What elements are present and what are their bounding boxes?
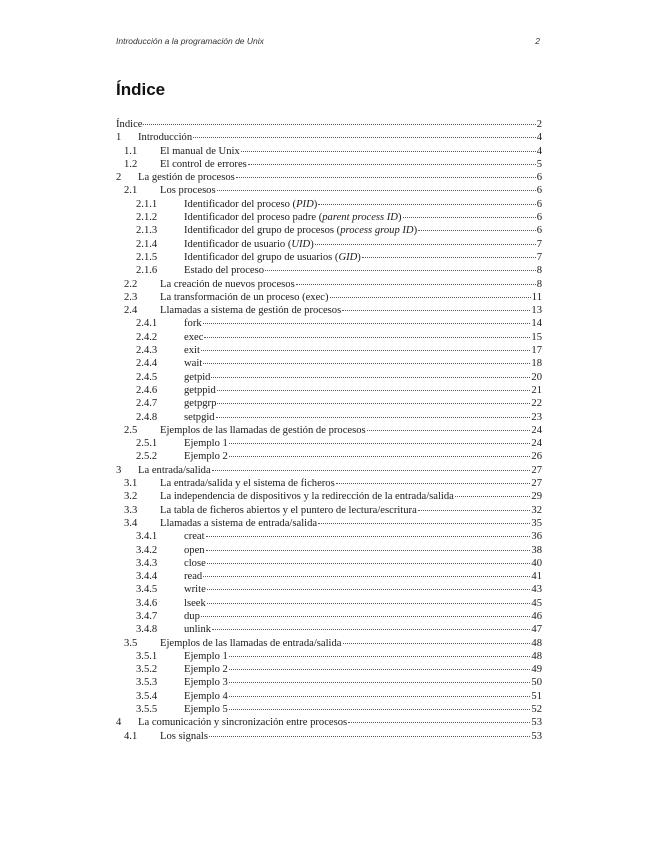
toc-leader-dots [203,363,530,364]
toc-entry-number: 2.3 [124,291,138,303]
toc-entry-page: 5 [536,158,542,170]
toc-entry-title: Ejemplo 1 [184,650,228,662]
toc-entry-number: 4.1 [124,730,138,742]
toc-entry[interactable] [116,331,542,344]
toc-entry-number: 2.4.5 [136,371,158,383]
toc-entry-title: Estado del proceso [184,265,265,277]
toc-entry-title: Los signals [160,730,208,742]
toc-entry-title: Ejemplo 5 [184,704,228,716]
toc-entry-title: setpgid [184,411,215,423]
toc-entry-number: 3.4.3 [136,557,158,569]
toc-entry-number: 3.4.7 [136,610,158,622]
toc-entry-title: Ejemplo 2 [184,451,228,463]
toc-entry-number: 3.4 [124,517,138,529]
toc-entry-page: 53 [531,730,542,742]
toc-entry-page: 6 [536,225,542,237]
toc-entry-number: 2.1.2 [136,212,158,224]
toc-leader-dots [207,589,531,590]
toc-entry-title: Identificador del proceso (PID) [184,198,318,210]
toc-entry-page: 11 [531,291,542,303]
toc-entry[interactable] [116,384,542,397]
toc-entry[interactable] [116,450,542,463]
toc-entry-title: close [184,557,206,569]
page-title: Índice [116,80,166,99]
toc-entry[interactable] [116,583,542,596]
toc-leader-dots [207,563,531,564]
toc-entry-number: 2.4.8 [136,411,158,423]
toc-leader-dots [229,709,531,710]
toc-leader-dots [209,736,530,737]
toc-entry-page: 29 [531,491,542,503]
toc-entry-title: Llamadas a sistema de entrada/salida [160,517,318,529]
toc-entry-page: 8 [536,265,542,277]
toc-entry-title: Ejemplo 1 [184,438,228,450]
toc-entry-page: 6 [536,185,542,197]
toc-entry-page: 21 [531,384,542,396]
toc-leader-dots [318,523,530,524]
toc-entry-page: 45 [531,597,542,609]
toc-entry-page: 48 [531,650,542,662]
toc-entry-number: 2.5.1 [136,438,158,450]
toc-entry-page: 17 [531,345,542,357]
toc-entry-title: getppid [184,384,216,396]
toc-entry-page: 20 [531,371,542,383]
toc-entry-page: 32 [531,504,542,516]
toc-leader-dots [418,230,536,231]
toc-entry-page: 7 [536,251,542,263]
toc-entry[interactable] [116,251,542,264]
toc-entry-title: getpid [184,371,211,383]
toc-leader-dots [216,417,531,418]
toc-entry[interactable] [116,371,542,384]
toc-entry-number: 2.5 [124,424,138,436]
toc-entry-number: 3.5.3 [136,677,158,689]
toc-entry[interactable] [116,530,542,543]
toc-leader-dots [418,510,531,511]
toc-leader-dots [348,722,530,723]
toc-entry-number: 2.4.1 [136,318,158,330]
toc-entry-number: 2.4 [124,305,138,317]
toc-leader-dots [229,682,531,683]
toc-entry-title: Llamadas a sistema de gestión de procesos [160,305,342,317]
toc-leader-dots [229,696,531,697]
toc-entry-page: 2 [536,119,542,130]
toc-leader-dots [204,337,530,338]
toc-entry[interactable] [116,291,542,304]
toc-entry-title: Ejemplo 3 [184,677,228,689]
toc-leader-dots [201,350,531,351]
toc-leader-dots [201,616,531,617]
toc-entry[interactable] [116,570,542,583]
toc-entry[interactable] [116,610,542,623]
toc-leader-dots [212,629,530,630]
toc-leader-dots [206,550,531,551]
toc-entry[interactable] [116,517,542,530]
toc-entry[interactable] [116,730,542,743]
toc-entry-number: 2.1.5 [136,251,158,263]
toc-entry-title: La gestión de procesos [138,172,235,184]
toc-entry-number: 3.4.6 [136,597,158,609]
toc-entry-page: 6 [536,172,542,184]
toc-entry-title: Identificador del proceso padre (parent process ID) [184,212,402,224]
toc-entry-page: 18 [531,358,542,370]
toc-entry-number: 4 [116,717,122,729]
toc-entry[interactable] [116,131,542,144]
toc-leader-dots [362,257,536,258]
toc-entry[interactable] [116,464,542,477]
toc-entry[interactable] [116,477,542,490]
toc-entry-page: 24 [531,438,542,450]
toc-entry-title: exit [184,345,200,357]
toc-leader-dots [315,244,536,245]
toc-entry-number: 1.1 [124,145,138,157]
toc-entry-page: 36 [531,531,542,543]
toc-entry-page: 48 [531,637,542,649]
toc-entry-title: write [184,584,206,596]
toc-entry-title: La tabla de ficheros abiertos y el puntero de lectura/escritura [160,504,417,516]
toc-entry-page: 35 [531,517,542,529]
toc-entry[interactable] [116,357,542,370]
toc-entry-number: 2.4.7 [136,398,158,410]
toc-entry-page: 26 [531,451,542,463]
toc-entry-page: 52 [531,704,542,716]
toc-leader-dots [217,390,531,391]
toc-entry-page: 22 [531,398,542,410]
toc-entry-title: Índice [116,119,143,130]
toc-entry-page: 7 [536,238,542,250]
toc-entry-page: 47 [531,624,542,636]
header-title: Introducción a la programación de Unix [116,36,264,46]
toc-leader-dots [203,576,530,577]
toc-entry-title: lseek [184,597,206,609]
toc-entry-page: 15 [531,331,542,343]
toc-entry-title: read [184,571,203,583]
toc-entry-title: Identificador del grupo de usuarios (GID) [184,251,361,263]
table-of-contents [116,118,542,743]
toc-entry[interactable] [116,623,542,636]
toc-entry-number: 2 [116,172,122,184]
toc-entry-page: 14 [531,318,542,330]
toc-entry-title: dup [184,610,200,622]
toc-leader-dots [241,151,536,152]
toc-leader-dots [217,403,530,404]
toc-entry-page: 50 [531,677,542,689]
toc-entry-title: La entrada/salida [138,464,211,476]
toc-entry-title: exec [184,331,204,343]
toc-entry-page: 24 [531,424,542,436]
toc-entry-number: 2.1.4 [136,238,158,250]
toc-entry[interactable] [116,264,542,277]
toc-entry[interactable] [116,344,542,357]
toc-leader-dots [455,496,531,497]
toc-leader-dots [248,164,536,165]
toc-entry-page: 38 [531,544,542,556]
toc-entry[interactable] [116,224,542,237]
toc-leader-dots [330,297,531,298]
toc-entry-number: 3.4.5 [136,584,158,596]
toc-entry-title: La comunicación y sincronización entre procesos [138,717,348,729]
toc-entry-number: 3.4.1 [136,531,158,543]
toc-leader-dots [296,284,536,285]
toc-entry[interactable] [116,397,542,410]
running-header [116,36,540,46]
toc-entry-title: La transformación de un proceso (exec) [160,291,329,303]
toc-entry-number: 2.4.4 [136,358,158,370]
toc-entry-title: La entrada/salida y el sistema de ficheros [160,478,335,490]
toc-entry[interactable] [116,198,542,211]
toc-leader-dots [318,204,535,205]
toc-entry[interactable] [116,544,542,557]
toc-entry-title: unlink [184,624,212,636]
toc-entry-title: La creación de nuevos procesos [160,278,295,290]
toc-entry-title: La independencia de dispositivos y la redirección de la entrada/salida [160,491,454,503]
toc-entry-title: El manual de Unix [160,145,240,157]
toc-entry-number: 2.5.2 [136,451,158,463]
toc-entry[interactable] [116,304,542,317]
toc-entry[interactable] [116,663,542,676]
toc-entry-page: 8 [536,278,542,290]
toc-entry-number: 3.5.4 [136,690,158,702]
toc-entry-number: 3.2 [124,491,138,503]
toc-entry[interactable] [116,118,542,131]
toc-entry[interactable] [116,676,542,689]
toc-leader-dots [143,124,535,125]
toc-entry-number: 1.2 [124,158,138,170]
toc-entry[interactable] [116,637,542,650]
toc-entry-number: 2.4.6 [136,384,158,396]
toc-entry-number: 3.1 [124,478,138,490]
toc-entry-number: 3.4.4 [136,571,158,583]
toc-entry-page: 6 [536,212,542,224]
toc-entry-page: 27 [531,478,542,490]
toc-entry-number: 2.4.2 [136,331,158,343]
toc-entry-title: creat [184,531,205,543]
toc-leader-dots [229,656,531,657]
toc-leader-dots [403,217,536,218]
toc-entry-page: 27 [531,464,542,476]
toc-entry[interactable] [116,597,542,610]
toc-entry-number: 1 [116,132,122,144]
toc-leader-dots [336,483,531,484]
toc-entry-number: 3.4.8 [136,624,158,636]
toc-entry[interactable] [116,238,542,251]
toc-entry-number: 2.1.3 [136,225,158,237]
toc-entry[interactable] [116,317,542,330]
toc-entry-number: 3.4.2 [136,544,158,556]
toc-entry-number: 3.5.5 [136,704,158,716]
toc-leader-dots [203,323,531,324]
toc-entry[interactable] [116,650,542,663]
toc-entry-page: 51 [531,690,542,702]
toc-entry-title: Identificador del grupo de procesos (process group ID) [184,225,418,237]
toc-entry-title: Los procesos [160,185,216,197]
toc-entry-page: 23 [531,411,542,423]
toc-entry-page: 41 [531,571,542,583]
toc-entry[interactable] [116,490,542,503]
toc-entry-page: 13 [531,305,542,317]
toc-entry-title: Ejemplos de las llamadas de entrada/salida [160,637,342,649]
toc-leader-dots [211,377,530,378]
toc-leader-dots [342,310,530,311]
toc-entry-page: 46 [531,610,542,622]
toc-entry[interactable] [116,184,542,197]
toc-entry[interactable] [116,690,542,703]
toc-entry-number: 3.3 [124,504,138,516]
toc-entry-number: 3.5.2 [136,664,158,676]
toc-leader-dots [212,470,531,471]
toc-leader-dots [343,643,531,644]
toc-leader-dots [229,443,531,444]
toc-entry-title: getpgrp [184,398,217,410]
toc-entry[interactable] [116,437,542,450]
toc-entry[interactable] [116,716,542,729]
toc-entry-page: 4 [536,132,542,144]
toc-entry-title: Ejemplo 4 [184,690,228,702]
toc-entry[interactable] [116,557,542,570]
toc-leader-dots [236,177,536,178]
toc-entry[interactable] [116,211,542,224]
toc-entry-title: Introducción [138,132,193,144]
toc-entry[interactable] [116,703,542,716]
toc-entry[interactable] [116,424,542,437]
toc-entry-page: 53 [531,717,542,729]
toc-entry-page: 4 [536,145,542,157]
toc-leader-dots [265,270,536,271]
toc-leader-dots [206,536,531,537]
toc-entry[interactable] [116,504,542,517]
toc-entry-page: 49 [531,664,542,676]
toc-entry[interactable] [116,278,542,291]
toc-leader-dots [193,137,536,138]
toc-entry-number: 2.1 [124,185,138,197]
toc-entry-title: wait [184,358,203,370]
toc-entry-title: El control de errores [160,158,247,170]
toc-leader-dots [229,456,531,457]
toc-entry[interactable] [116,171,542,184]
toc-leader-dots [229,669,531,670]
toc-entry-title: fork [184,318,202,330]
toc-entry-number: 3 [116,464,122,476]
toc-entry-title: open [184,544,205,556]
toc-entry-page: 43 [531,584,542,596]
toc-entry-page: 6 [536,198,542,210]
toc-entry-number: 3.5 [124,637,138,649]
toc-entry-title: Identificador de usuario (UID) [184,238,314,250]
toc-entry-number: 2.1.6 [136,265,158,277]
toc-entry-title: Ejemplos de las llamadas de gestión de procesos [160,424,366,436]
toc-entry-number: 2.1.1 [136,198,158,210]
toc-leader-dots [367,430,531,431]
toc-entry-number: 2.4.3 [136,345,158,357]
toc-entry[interactable] [116,158,542,171]
toc-entry[interactable] [116,145,542,158]
toc-entry-number: 2.2 [124,278,138,290]
toc-entry[interactable] [116,411,542,424]
toc-entry-title: Ejemplo 2 [184,664,228,676]
toc-leader-dots [207,603,531,604]
header-page-number: 2 [535,36,540,46]
toc-entry-number: 3.5.1 [136,650,158,662]
toc-leader-dots [217,190,536,191]
toc-entry-page: 40 [531,557,542,569]
